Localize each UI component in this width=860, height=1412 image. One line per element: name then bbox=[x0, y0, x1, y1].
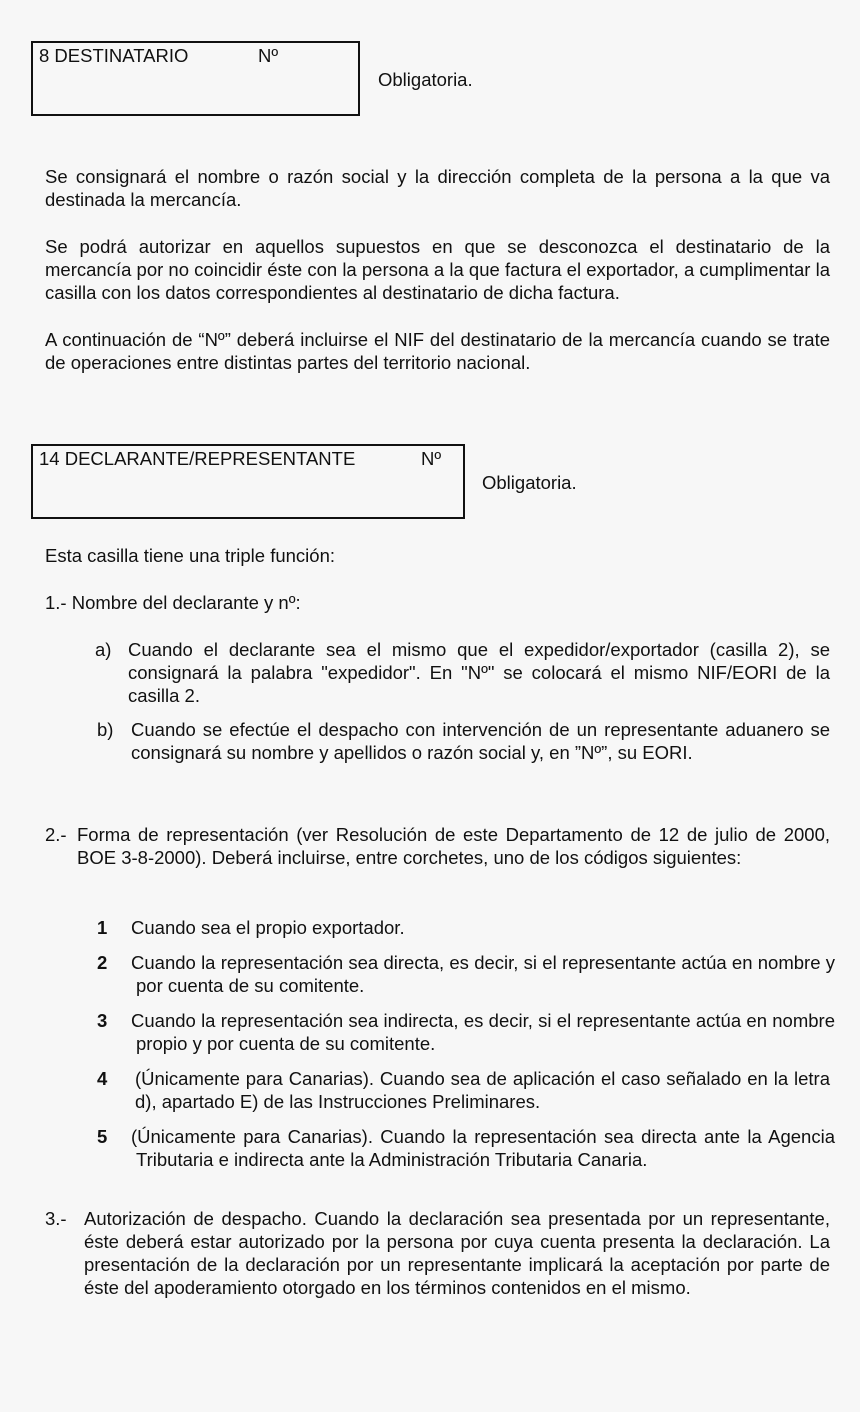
code-3-text-content: Cuando la representación sea indirecta, es decir, si el representante actúa en nombre propio y por cuenta de su comitente. bbox=[131, 1010, 835, 1054]
code-4-text: (Únicamente para Canarias). Cuando sea de aplicación el caso señalado en la letra d), apartado E) de las Instrucciones Preliminares. bbox=[135, 1068, 830, 1112]
box-14-title: 14 DECLARANTE/REPRESENTANTE bbox=[39, 448, 356, 469]
box-14-no-label: Nº bbox=[421, 448, 442, 469]
code-1: 1 bbox=[97, 917, 108, 938]
code-5: 5 bbox=[97, 1126, 108, 1147]
box-8-no-label: Nº bbox=[258, 45, 279, 66]
box-8-status: Obligatoria. bbox=[378, 69, 473, 90]
section-3-label: 3.- bbox=[45, 1208, 67, 1229]
code-1-text: Cuando sea el propio exportador. bbox=[131, 917, 405, 938]
section-2-text bbox=[45, 823, 830, 869]
section-2-label: 2.- bbox=[45, 824, 67, 845]
code-3-text bbox=[131, 1009, 835, 1055]
section-8-paragraph-3: A continuación de “Nº” deberá incluirse el NIF del destinatario de la mercancía cuando se trate de operaciones entre distintas partes del territorio nacional. bbox=[45, 329, 830, 373]
item-a-label: a) bbox=[95, 639, 112, 660]
section-14-intro: Esta casilla tiene una triple función: bbox=[45, 545, 336, 566]
section-14-heading-1: 1.- Nombre del declarante y nº: bbox=[45, 592, 301, 613]
box-8-destinatario bbox=[31, 41, 360, 116]
code-3: 3 bbox=[97, 1010, 108, 1031]
code-4: 4 bbox=[97, 1068, 108, 1089]
section-8-paragraph-2: Se podrá autorizar en aquellos supuestos en que se desconozca el destinatario de la mercancía por no coincidir éste con la persona a la que factura el exportador, a cumplimentar la casilla con los datos correspondientes al destinatario de dicha factura. bbox=[45, 236, 830, 303]
item-a-text: Cuando el declarante sea el mismo que el expedidor/exportador (casilla 2), se consignará la palabra "expedidor". En "Nº" se colocará el mismo NIF/EORI de la casilla 2. bbox=[128, 639, 830, 706]
section-8-paragraph-1: Se consignará el nombre o razón social y la dirección completa de la persona a la que va destinada la mercancía. bbox=[45, 166, 830, 210]
code-2: 2 bbox=[97, 952, 108, 973]
item-b-text: Cuando se efectúe el despacho con intervención de un representante aduanero se consignará su nombre y apellidos o razón social y, en ”Nº”, su EORI. bbox=[131, 719, 830, 763]
box-14-status: Obligatoria. bbox=[482, 472, 577, 493]
box-8-title: 8 DESTINATARIO bbox=[39, 45, 189, 66]
code-5-text-content: (Únicamente para Canarias). Cuando la representación sea directa ante la Agencia Tributaria e indirecta ante la Administración Tributaria Canaria. bbox=[131, 1126, 835, 1170]
item-b-label: b) bbox=[97, 719, 114, 740]
code-2-text bbox=[131, 951, 835, 997]
code-5-text bbox=[131, 1125, 835, 1171]
code-2-text-content: Cuando la representación sea directa, es decir, si el representante actúa en nombre y por cuenta de su comitente. bbox=[131, 952, 835, 996]
section-2-text-content: Forma de representación (ver Resolución de este Departamento de 12 de julio de 2000, BOE 3-8-2000). Deberá incluirse, entre corchetes, uno de los códigos siguientes: bbox=[77, 824, 830, 868]
section-3-text: Autorización de despacho. Cuando la declaración sea presentada por un representante, éste deberá estar autorizado por la persona por cuya cuenta presenta la declaración. La presentación de la declaración por un representante implicará la aceptación por parte de éste del apoderamiento otorgado en los términos contenidos en el mismo. bbox=[84, 1208, 830, 1298]
box-14-declarante bbox=[31, 444, 465, 519]
